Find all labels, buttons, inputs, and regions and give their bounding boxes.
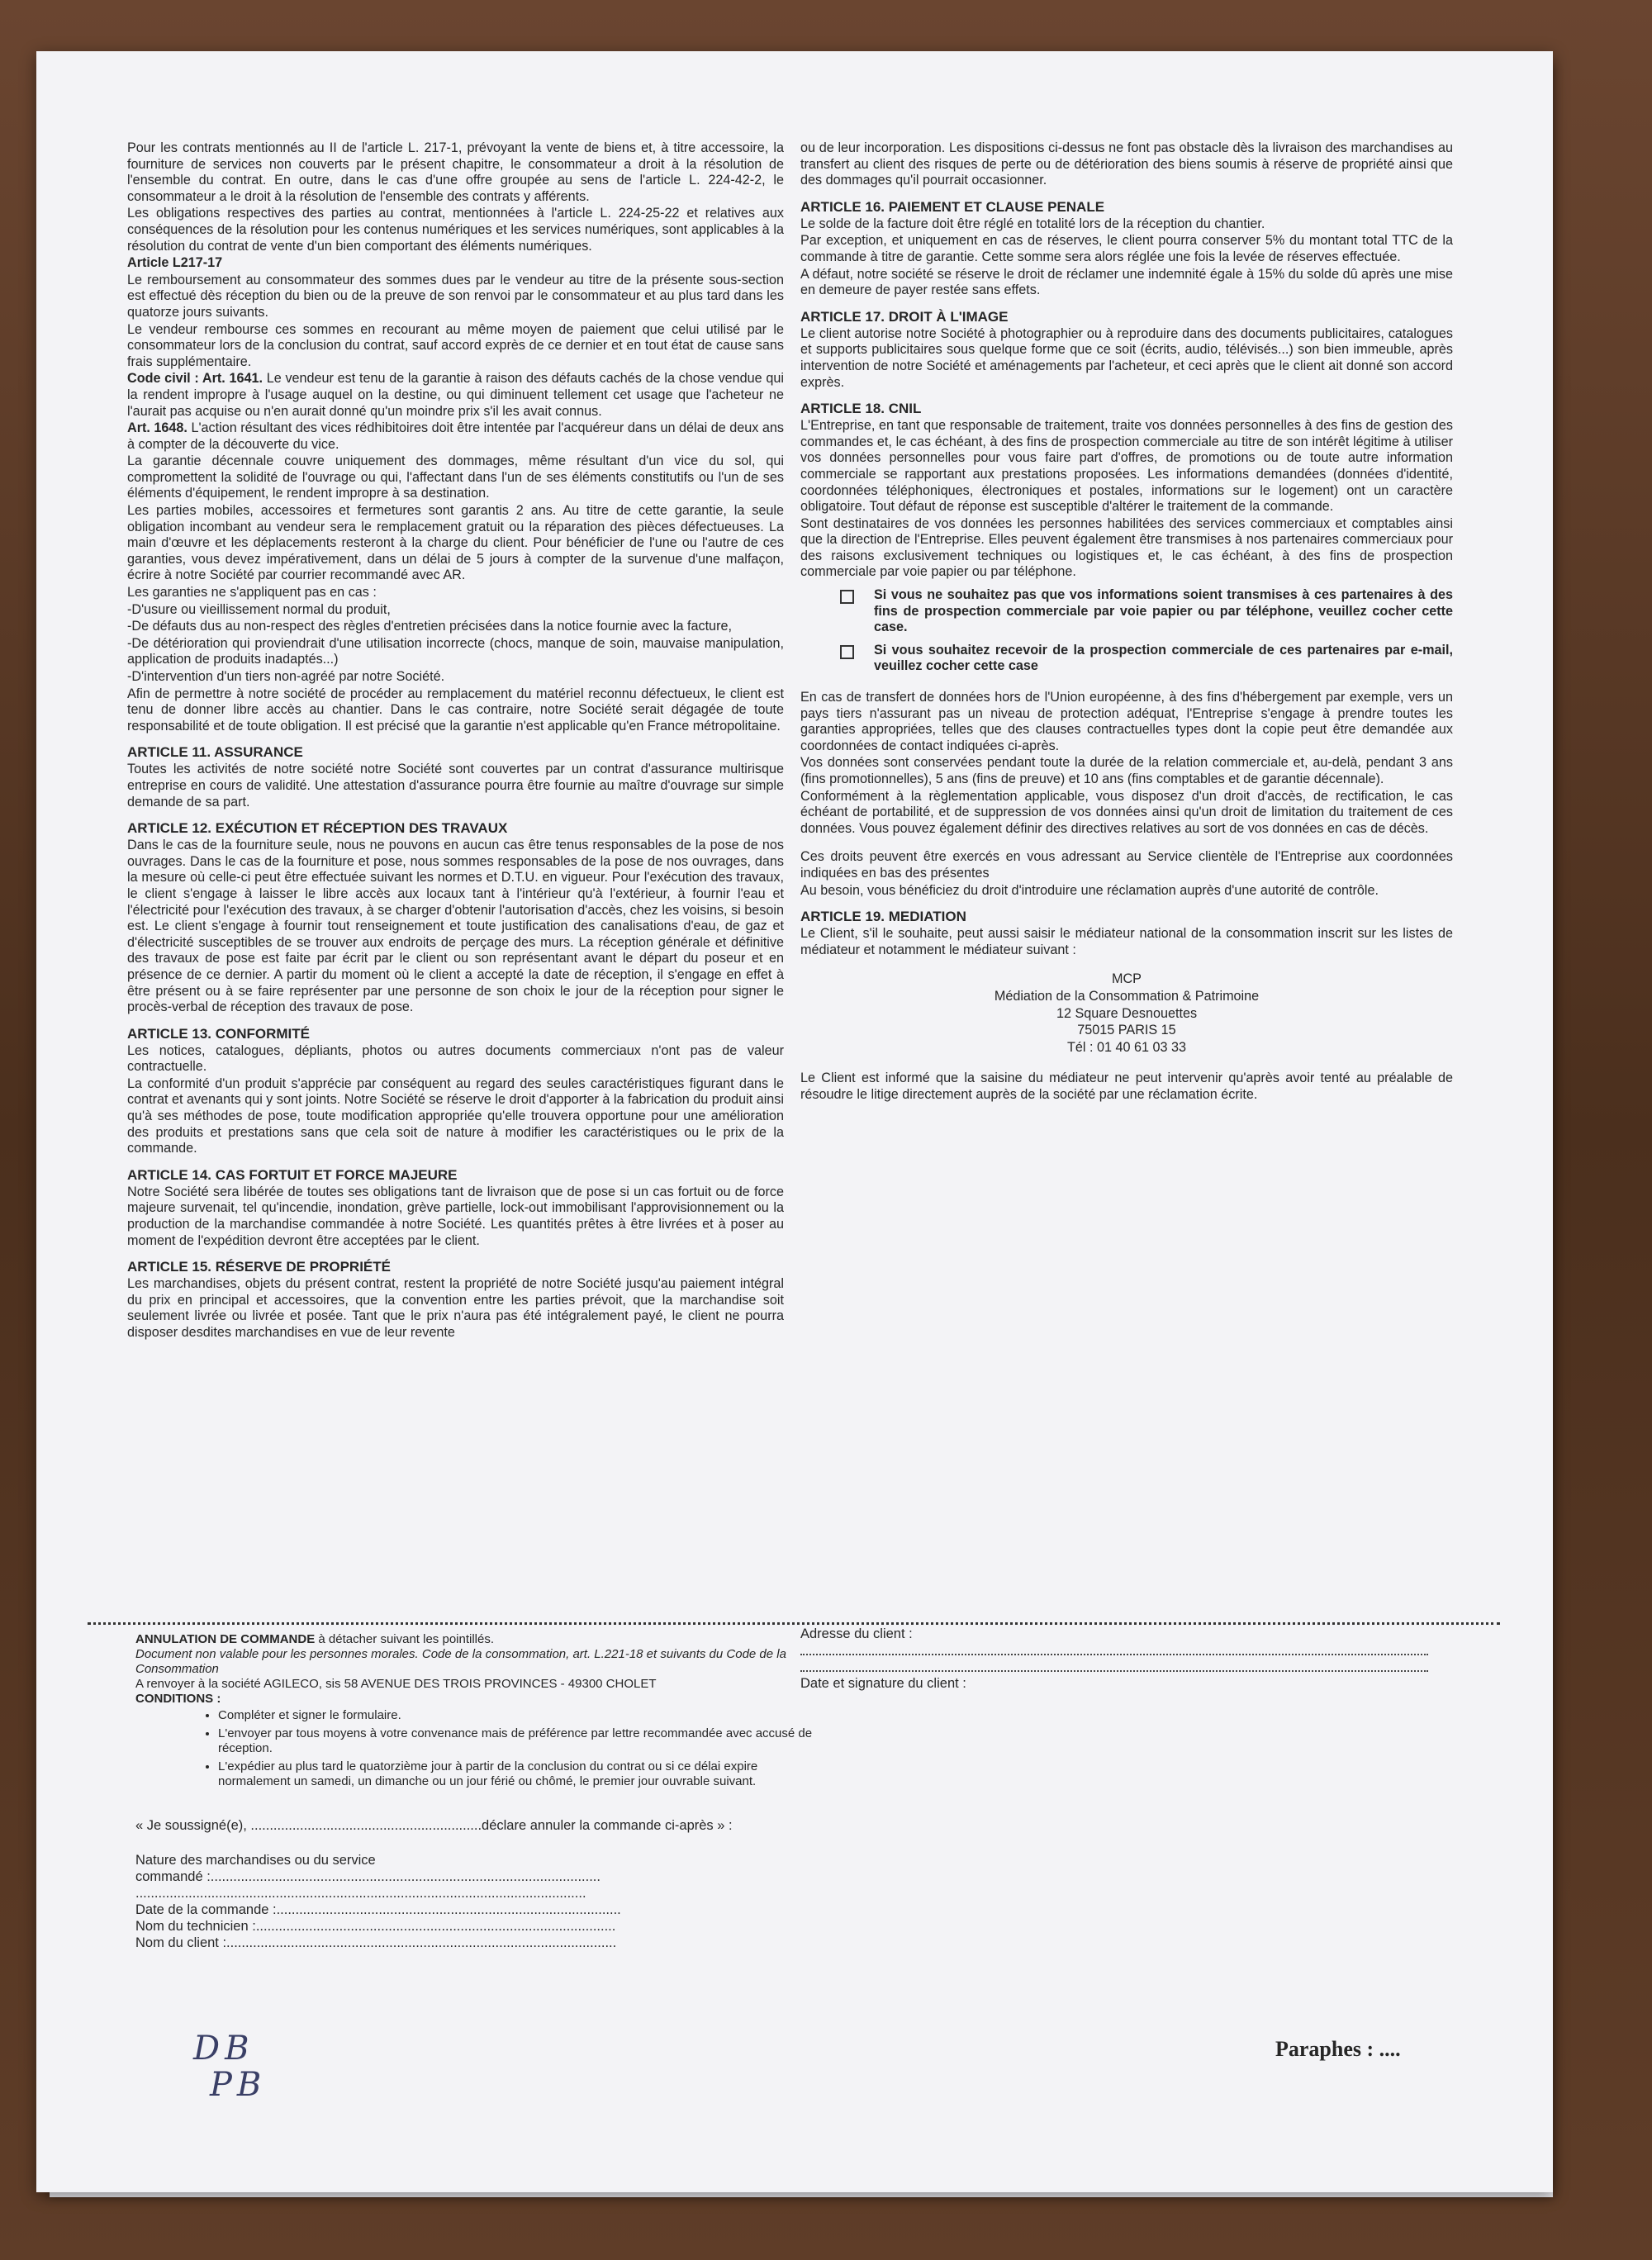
mediator-full-name: Médiation de la Consommation & Patrimoine [994, 988, 1260, 1004]
technician-field[interactable]: Nom du technicien :............................................................................................... [135, 1919, 616, 1934]
article-11-title: ARTICLE 11. ASSURANCE [127, 744, 303, 761]
paragraph: Notre Société sera libérée de toutes ses obligations tant de livraison que de pose si un cas fortuit ou de force majeure survenait, tel qu'incendie, inondation, grève partielle, lock-out immobilisant l'approvisionnement ou la production de la marchandise commandée à notre Société. Les quantités prêtes à être livrées et à poser au moment de l'expédition devront être acceptées par le client. [127, 1184, 784, 1248]
paragraph: L'Entreprise, en tant que responsable de traitement, traite vos données personnelles à des fins de gestion des commandes et, le cas échéant, à des fins de prospection commerciale au titre de son intérêt légitime à utiliser vos données personnelles pour vous faire part d'offres, de promotions ou de toute autre information commerciale se rapportant aux prestations proposées. Les informations demandées (données d'identité, coordonnées téléphoniques, électroniques et postales, informations sur le logement) ont un caractère obligatoire. Tout défaut de réponse est susceptible d'altérer le traitement de la commande. [800, 418, 1453, 515]
paragraph: Sont destinataires de vos données les personnes habilitées des services commerciaux et comptables ainsi que la direction de l'Entreprise. Elles peuvent également être transmises à nos partenaires commerciaux pour des raisons exclusivement techniques ou logistiques et, le cas échéant, à des fins de prospection commerciale par voie papier ou par téléphone. [800, 515, 1453, 580]
blank-field[interactable]: ....................................................................................................................... [135, 1886, 586, 1901]
article-16-title: ARTICLE 16. PAIEMENT ET CLAUSE PENALE [800, 198, 1105, 215]
cancellation-title-bold: ANNULATION DE COMMANDE [135, 1632, 316, 1646]
article-19-title: ARTICLE 19. MEDIATION [800, 909, 966, 925]
paragraph: La conformité d'un produit s'apprécie par conséquent au regard des seules caractéristiques figurant dans le contrat et avenants qui y sont joints. Notre Société se réserve le droit d'apporter à la fabrication du produit ainsi qu'à ses méthodes de pose, toute modification appropriée qu'elle trouvera opportune pour une amélioration des produits et prestations sans que cela soit de nature à modifier les caractéristiques ou le prix de la commande. [127, 1075, 784, 1156]
declaration-field[interactable]: « Je soussigné(e), .............................................................déclare annuler la commande ci-après » : [135, 1818, 733, 1833]
conditions-list [135, 1708, 813, 1789]
paragraph: Vos données sont conservées pendant toute la durée de la relation commerciale et, au-delà, pendant 3 ans (fins promotionnelles), 5 ans (fins de preuve) et 10 ans (fins comptables et de garantie décennale). [800, 755, 1453, 786]
spacer [800, 678, 1453, 690]
paragraph: Les obligations respectives des parties au contrat, mentionnées à l'article L. 224-25-22 et relatives aux conséquences de la résolution pour les contenus numériques et les services numériques, sont applicables à la résolution du contrat de vente d'un bien comportant des éléments numériques. [127, 206, 784, 254]
paragraph: Le vendeur rembourse ces sommes en recourant au même moyen de paiement que celui utilisé par le consommateur lors de la conclusion du contrat, sauf accord exprès de ce dernier et en tout état de cause sans frais supplémentaire. [127, 321, 784, 369]
paragraph: Toutes les activités de notre société notre Société sont couvertes par un contrat d'assurance multirisque entreprise en cours de validité. Une attestation d'assurance pourra être fournie au maître d'ouvrage sur simple demande de sa part. [127, 762, 784, 810]
client-block [800, 1626, 1478, 1692]
order-date-field[interactable]: Date de la commande :........................................................................................... [135, 1902, 621, 1917]
spacer [800, 838, 1453, 849]
article-14-title: ARTICLE 14. CAS FORTUIT ET FORCE MAJEURE [127, 1166, 458, 1183]
client-address-line-1[interactable] [800, 1642, 1428, 1655]
paraphes-label: Paraphes : .... [1275, 2037, 1401, 2061]
mediator-city: 75015 PARIS 15 [1077, 1023, 1176, 1038]
paragraph-text: Le vendeur est tenu de la garantie à raison des défauts cachés de la chose vendue qui la rendent impropre à l'usage auquel on la destine, ou qui diminuent tellement cet usage que l'acheteur ne l'aurait pas acquise ou n'en aurait donné qu'un moindre prix s'il les avait connus. [127, 371, 784, 419]
list-item: -De défauts dus au non-respect des règles d'entretien précisées dans la notice fournie avec la facture, [127, 619, 732, 634]
paragraph: Le solde de la facture doit être réglé en totalité lors de la réception du chantier. [800, 216, 1265, 231]
list-item: • L'expédier au plus tard le quatorzième jour à partir de la conclusion du contrat ou si ce délai expire normalement un samedi, un dimanche ou un jour férié ou chômé, le premier jour ouvrable suivant. [218, 1759, 813, 1789]
paragraph: Le remboursement au consommateur des sommes dues par le vendeur au titre de la présente sous-section est effectué dès réception du bien ou de la preuve de son renvoi par le consommateur et au plus tard dans les quatorze jours suivants. [127, 272, 784, 320]
paragraph [127, 371, 784, 420]
article-17-title: ARTICLE 17. DROIT À L'IMAGE [800, 308, 1009, 325]
date-signature-label: Date et signature du client : [800, 1676, 966, 1691]
paragraph-text: L'action résultant des vices rédhibitoires doit être intentée par l'acquéreur dans un délai de deux ans à compter de la découverte du vice. [127, 420, 784, 452]
paragraph: A défaut, notre société se réserve le droit de réclamer une indemnité égale à 15% du solde dû après une mise en demeure de payer restée sans effets. [800, 266, 1453, 298]
paragraph: Le Client, s'il le souhaite, peut aussi saisir le médiateur national de la consommation inscrit sur les listes de médiateur et notamment le médiateur suivant : [800, 926, 1453, 957]
initials-line-2: PB [210, 2066, 267, 2104]
mediator-phone: Tél : 01 40 61 03 33 [1067, 1039, 1186, 1055]
paragraph: En cas de transfert de données hors de l'Union européenne, à des fins d'hébergement par exemple, vers un pays tiers n'assurant pas un niveau de protection adéquat, l'Entreprise s'engage à prendre toutes les garanties appropriées, telles que des clauses contractuelles types dont la copie peut être demandée aux coordonnées de contact indiquées ci-après. [800, 690, 1453, 753]
article-heading: Article L217-17 [127, 255, 223, 271]
consent-option-email [840, 643, 1453, 675]
list-item: -De détérioration qui proviendrait d'une utilisation incorrecte (chocs, manque de soin, mauvaise manipulation, application de produits inadaptés...) [127, 635, 784, 667]
consent-option-no-transfer [840, 587, 1453, 636]
consent-label: Si vous ne souhaitez pas que vos informations soient transmises à ces partenaires à des fins de prospection commerciale par voie papier ou par téléphone, veuillez cocher cette case. [874, 587, 1453, 635]
commande-field[interactable]: commandé :....................................................................................................... [135, 1869, 601, 1884]
paragraph: ou de leur incorporation. Les dispositions ci-dessus ne font pas obstacle dès la livraison des marchandises au transfert au client des risques de perte ou de détérioration des biens soumis à réserve de propriété ainsi que des dommages qu'il pourrait occasionner. [800, 140, 1453, 188]
article-13-title: ARTICLE 13. CONFORMITÉ [127, 1025, 311, 1042]
paragraph [127, 420, 784, 453]
right-column [800, 140, 1453, 1104]
paragraph: Au besoin, vous bénéficiez du droit d'introduire une réclamation auprès d'une autorité de contrôle. [800, 882, 1379, 898]
cut-dotted-line [88, 1622, 1500, 1625]
paragraph: Par exception, et uniquement en cas de réserves, le client pourra conserver 5% du montant total TTC de la commande à titre de garantie. Cette somme sera alors réglée une fois la levée de réserves effectuée. [800, 233, 1453, 264]
article-reference: Art. 1648. [127, 420, 188, 436]
cancellation-note: Document non valable pour les personnes morales. Code de la consommation, art. L.221-18 et suivants du Code de la Consommation [135, 1647, 786, 1676]
conditions-label: CONDITIONS : [135, 1692, 221, 1706]
cancellation-form [135, 1632, 813, 1951]
paragraph: Dans le cas de la fourniture seule, nous ne pouvons en aucun cas être tenus responsables de la pose de nos ouvrages. Dans le cas de la fourniture et pose, nous sommes responsables de la pose de nos ouvrages, dans la mesure où celle-ci peut être effectuée suivant les normes et D.T.U. en vigueur. Pour l'exécution des travaux, le client s'engage à laisser le libre accès aux locaux tant à l'intérieur qu'à l'extérieur, à fournir l'eau et l'électricité pour l'exécution des travaux, à se charger d'obtenir l'autorisation d'accès, chez les voisins, si besoin est. Le client s'engage à fournir tout renseignement et toute justification des canalisations d'eau, de gaz et d'électricité susceptibles de se trouver aux endroits de perçage des murs. La réception générale et définitive des travaux de pose est faite par écrit par le client ou son représentant avant le départ du poseur et en présence de ce dernier. A partir du moment où le client a accepté la date de réception, il s'engage en effet à être présent ou à se faire représenter par une personne de son choix le jour de la réception pour signer le procès-verbal de réception des travaux de pose. [127, 838, 784, 1015]
cancellation-title-rest: à détacher suivant les pointillés. [315, 1632, 495, 1646]
cancellation-fields [135, 1817, 813, 1951]
list-item: -D'intervention d'un tiers non-agréé par notre Société. [127, 669, 445, 684]
article-12-title: ARTICLE 12. EXÉCUTION ET RÉCEPTION DES TRAVAUX [127, 820, 508, 837]
client-name-field[interactable]: Nom du client :....................................................................................................... [135, 1935, 617, 1950]
paragraph: La garantie décennale couvre uniquement des dommages, même résultant d'un vice du sol, qui compromettent la solidité de l'ouvrage ou qui, l'affectant dans l'un de ses éléments constitutifs ou l'un de ses éléments d'équipement, le rendent impropre à sa destination. [127, 453, 784, 501]
article-reference: Code civil : Art. 1641. [127, 371, 263, 387]
consent-checkbox-email[interactable] [840, 645, 854, 659]
paragraph: Les marchandises, objets du présent contrat, restent la propriété de notre Société jusqu'au paiement intégral du prix en principal et accessoires, que la convention entre les parties prévoit, que la marchandise soit seulement livrée ou livrée et posée. Tant que le prix n'aura pas été intégralement payé, le client ne pourra disposer desdites marchandises en vue de leur revente [127, 1276, 784, 1340]
mediator-street: 12 Square Desnouettes [1056, 1005, 1198, 1021]
consent-label: Si vous souhaitez recevoir de la prospection commerciale de ces partenaires par e-mail, veuillez cocher cette case [874, 642, 1453, 674]
cancellation-title [135, 1632, 813, 1647]
nature-label: Nature des marchandises ou du service [135, 1853, 376, 1868]
paragraph: Les notices, catalogues, dépliants, photos ou autres documents commerciaux n'ont pas de valeur contractuelle. [127, 1042, 784, 1075]
paragraph: Les garanties ne s'appliquent pas en cas : [127, 585, 377, 601]
article-15-title: ARTICLE 15. RÉSERVE DE PROPRIÉTÉ [127, 1259, 391, 1275]
initials-line-1: DB [193, 2030, 254, 2068]
list-item: -D'usure ou vieillissement normal du produit, [127, 601, 391, 617]
paragraph: Le Client est informé que la saisine du médiateur ne peut intervenir qu'après avoir tenté au préalable de résoudre le litige directement auprès de la société par une réclamation écrite. [800, 1071, 1453, 1102]
document-page [36, 51, 1553, 2192]
left-column [127, 140, 784, 1342]
paragraph: Le client autorise notre Société à photographier ou à reproduire dans des documents publicitaires, catalogues et supports publicitaires sous quelque forme que ce soit (écrits, audio, télévisés...) son bien immeuble, après intervention de notre Société et aménagements par l'acheteur, et ceci après que le client ait donné son accord exprès. [800, 325, 1453, 390]
client-address-line-2[interactable] [800, 1659, 1428, 1672]
consent-checkbox-no-transfer[interactable] [840, 590, 854, 604]
cancellation-address: A renvoyer à la société AGILECO, sis 58 AVENUE DES TROIS PROVINCES - 49300 CHOLET [135, 1677, 657, 1691]
handwritten-initials [193, 2030, 266, 2103]
paragraph: Ces droits peuvent être exercés en vous adressant au Service clientèle de l'Entreprise aux coordonnées indiquées en bas des présentes [800, 849, 1453, 881]
paragraph: Les parties mobiles, accessoires et fermetures sont garantis 2 ans. Au titre de cette garantie, la seule obligation incombant au vendeur sera le remplacement gratuit ou la réparation des pièces défectueuses. La main d'œuvre et les déplacements resteront à la charge du client. Pour bénéficier de l'une ou l'autre de ces garanties, vous devez impérativement, dans un délai de 5 jours à compter de la survenue d'une malfaçon, écrire à notre Société par courrier recommandé avec AR. [127, 503, 784, 583]
list-item: • Compléter et signer le formulaire. [218, 1708, 813, 1723]
list-item: • L'envoyer par tous moyens à votre convenance mais de préférence par lettre recommandée avec accusé de réception. [218, 1726, 813, 1756]
mediator-address [800, 971, 1453, 1056]
paragraph: Afin de permettre à notre société de procéder au remplacement du matériel reconnu défectueux, le client est tenu de donner libre accès au chantier. Dans le cas contraire, notre Société serait dégagée de toute responsabilité et de toute obligation. Il est précisé que la garantie n'est applicable qu'en France métropolitaine. [127, 686, 784, 734]
paragraph: Pour les contrats mentionnés au II de l'article L. 217-1, prévoyant la vente de biens et, à titre accessoire, la fourniture de services non couverts par le présent chapitre, le consommateur a droit à la résolution de l'ensemble du contrat. En outre, dans le cas d'une offre groupée au sens de l'article L. 224-42-2, le consommateur a le droit à la résolution de l'ensemble des contrats y afférents. [127, 140, 784, 204]
paragraph: Conformément à la règlementation applicable, vous disposez d'un droit d'accès, de rectification, le cas échéant de portabilité, et de suppression de vos données ainsi qu'un droit de limitation du traitement de ces données. Vous pouvez également définir des directives relatives au sort de vos données en cas de décès. [800, 788, 1453, 836]
mediator-name: MCP [1112, 971, 1142, 987]
article-18-title: ARTICLE 18. CNIL [800, 401, 922, 417]
client-address-label: Adresse du client : [800, 1626, 913, 1641]
